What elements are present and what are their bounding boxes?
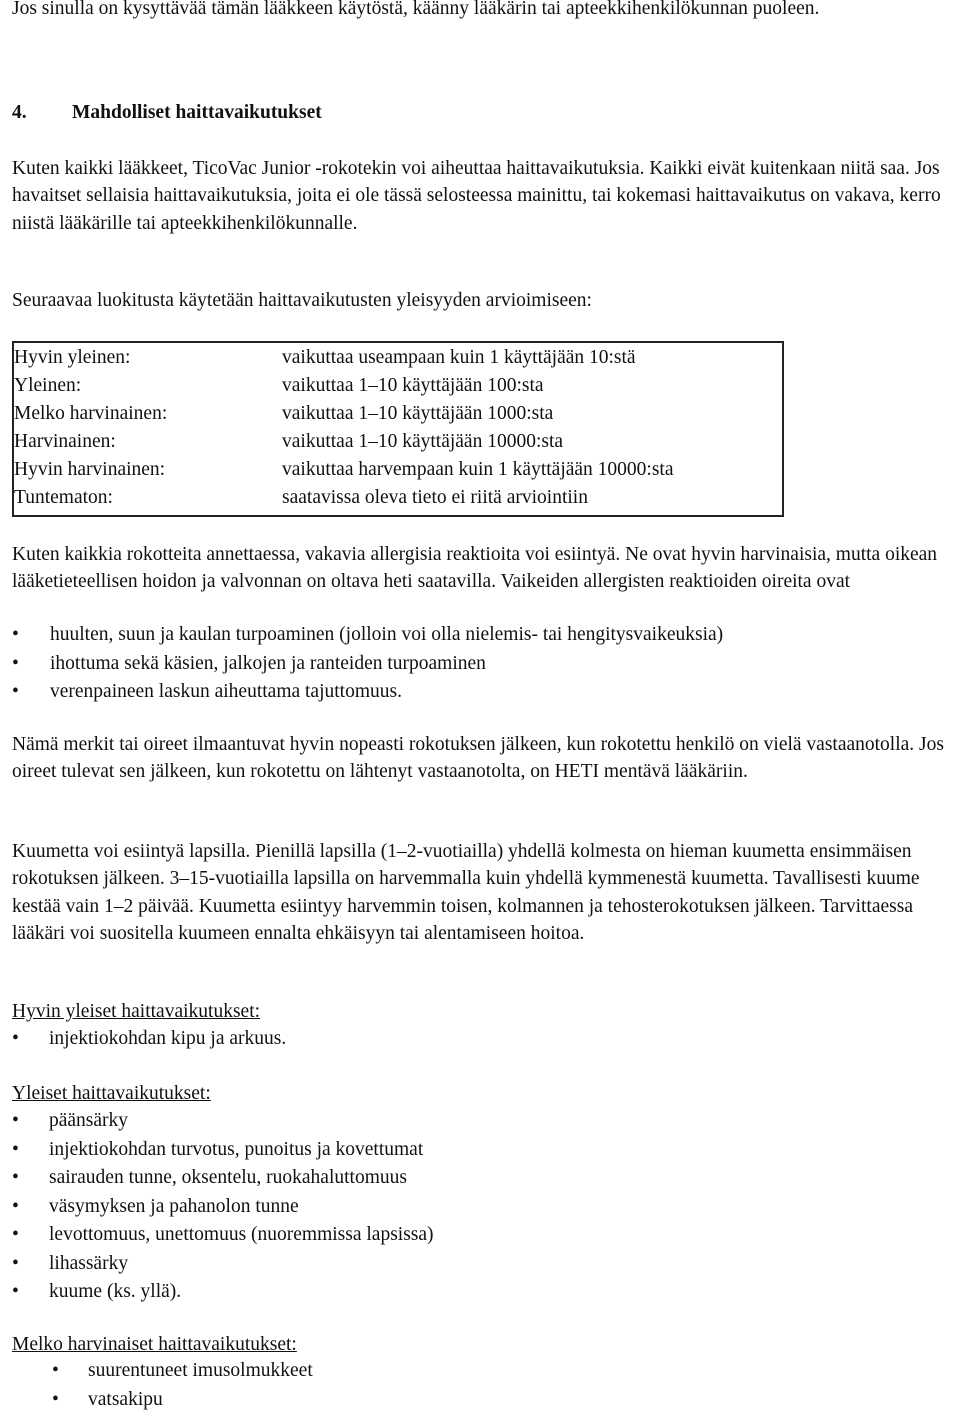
frequency-row xyxy=(13,456,783,484)
frequency-definition: vaikuttaa 1–10 käyttäjään 1000:sta xyxy=(282,403,554,424)
list-item-text: lihassärky xyxy=(49,1252,129,1274)
bullet-icon: • xyxy=(12,624,19,645)
list-item-text: verenpaineen laskun aiheuttama tajuttomuus. xyxy=(50,681,402,702)
frequency-row xyxy=(13,484,783,516)
list-item xyxy=(12,650,723,679)
frequency-table xyxy=(12,341,784,517)
bullet-icon: • xyxy=(12,1224,19,1245)
frequency-definition: vaikuttaa harvempaan kuin 1 käyttäjään 10000:sta xyxy=(282,459,674,480)
frequency-term: Tuntematon: xyxy=(14,487,113,508)
bullet-icon: • xyxy=(12,1252,19,1274)
frequency-term: Hyvin yleinen: xyxy=(14,347,131,368)
frequency-row xyxy=(13,342,783,372)
very-common-heading: Hyvin yleiset haittavaikutukset: xyxy=(12,1001,261,1022)
bullet-icon: • xyxy=(52,1388,59,1410)
allergy-symptom-list xyxy=(12,621,723,707)
frequency-row xyxy=(13,400,783,428)
frequency-term: Melko harvinainen: xyxy=(14,403,168,424)
list-item xyxy=(12,1221,434,1250)
list-item xyxy=(12,1107,434,1136)
bullet-icon: • xyxy=(12,1281,19,1302)
bullet-icon: • xyxy=(12,681,19,702)
bullet-icon: • xyxy=(12,1110,19,1131)
list-item xyxy=(12,621,723,650)
frequency-term: Yleinen: xyxy=(14,375,82,396)
classification-paragraph: Seuraavaa luokitusta käytetään haittavaikutusten yleisyyden arvioimiseen: xyxy=(12,290,592,311)
list-item-text: injektiokohdan kipu ja arkuus. xyxy=(49,1028,287,1049)
side-effects-paragraph: Kuten kaikki lääkkeet, TicoVac Junior -rokotekin voi aiheuttaa haittavaikutuksia. Kaikki eivät kuitenkaan niitä saa. Jos havaitset sellaisia haittavaikutuksia, joita ei ole tässä selosteessa mainittu, tai kokemasi haittavaikutus on vakava, kerro niistä lääkärille tai apteekkihenkilökunnalle. xyxy=(12,158,941,234)
list-item-text: ihottuma sekä käsien, jalkojen ja ranteiden turpoaminen xyxy=(50,652,486,674)
list-item-text: injektiokohdan turvotus, punoitus ja kovettumat xyxy=(49,1138,424,1160)
frequency-term: Harvinainen: xyxy=(14,431,116,452)
bullet-icon: • xyxy=(12,1028,19,1049)
list-item-text: vatsakipu xyxy=(88,1388,163,1410)
bullet-icon: • xyxy=(12,652,19,674)
list-item-text: suurentuneet imusolmukkeet xyxy=(88,1360,313,1381)
list-item-text: päänsärky xyxy=(49,1110,129,1131)
frequency-term: Hyvin harvinainen: xyxy=(14,459,166,480)
list-item-text: väsymyksen ja pahanolon tunne xyxy=(49,1195,299,1217)
list-item xyxy=(12,678,723,707)
list-item xyxy=(12,1193,434,1222)
frequency-definition: vaikuttaa 1–10 käyttäjään 10000:sta xyxy=(282,431,564,452)
list-item-text: kuume (ks. yllä). xyxy=(49,1281,182,1302)
list-item-text: levottomuus, unettomuus (nuoremmissa lapsissa) xyxy=(49,1224,434,1245)
intro-paragraph: Jos sinulla on kysyttävää tämän lääkkeen käytöstä, käänny lääkärin tai apteekkihenkilökunnan puoleen. xyxy=(12,0,820,19)
frequency-definition: vaikuttaa useampaan kuin 1 käyttäjään 10:stä xyxy=(282,347,636,368)
bullet-icon: • xyxy=(12,1138,19,1160)
bullet-icon: • xyxy=(52,1360,59,1381)
list-item xyxy=(12,1136,434,1165)
allergy-paragraph: Kuten kaikkia rokotteita annettaessa, vakavia allergisia reaktioita voi esiintyä. Ne ovat hyvin harvinaisia, mutta oikean lääketieteellisen hoidon ja valvonnan on oltava heti saatavilla. Vaikeiden allergisten reaktioiden oireita ovat xyxy=(12,544,938,593)
uncommon-heading: Melko harvinaiset haittavaikutukset: xyxy=(12,1334,297,1355)
list-item xyxy=(12,1164,434,1193)
bullet-icon: • xyxy=(12,1195,19,1217)
uncommon-list xyxy=(12,1357,313,1414)
very-common-list xyxy=(12,1025,286,1054)
bullet-icon: • xyxy=(12,1167,19,1188)
section-title: Mahdolliset haittavaikutukset xyxy=(72,102,322,123)
section-heading xyxy=(12,102,322,124)
section-number: 4. xyxy=(12,102,27,123)
common-heading: Yleiset haittavaikutukset: xyxy=(12,1083,211,1104)
list-item-text: sairauden tunne, oksentelu, ruokahaluttomuus xyxy=(49,1167,407,1188)
fever-paragraph: Kuumetta voi esiintyä lapsilla. Pienillä lapsilla (1–2-vuotiailla) yhdellä kolmesta on hieman kuumetta ensimmäisen rokotuksen jälkeen. 3–15-vuotiailla lapsilla on harvemmalla kuin yhdellä kymmenestä kuumetta. Tavallisesti kuume kestää vain 1–2 päivää. Kuumetta esiintyy harvemmin toisen, kolmannen ja tehosterokotuksen jälkeen. Tarvittaessa lääkäri voi suositella kuumeen ennalta ehkäisyyn tai alentamiseen hoitoa. xyxy=(12,841,920,944)
list-item xyxy=(12,1278,434,1307)
frequency-row xyxy=(13,372,783,400)
list-item xyxy=(12,1250,434,1279)
frequency-definition: vaikuttaa 1–10 käyttäjään 100:sta xyxy=(282,375,544,396)
list-item-text: huulten, suun ja kaulan turpoaminen (jolloin voi olla nielemis- tai hengitysvaikeuksia) xyxy=(50,624,724,645)
list-item xyxy=(12,1025,286,1054)
list-item xyxy=(12,1357,313,1386)
list-item xyxy=(12,1386,313,1414)
signs-paragraph: Nämä merkit tai oireet ilmaantuvat hyvin nopeasti rokotuksen jälkeen, kun rokotettu henkilö on vielä vastaanotolla. Jos oireet tulevat sen jälkeen, kun rokotettu on lähtenyt vastaanotolta, on HETI mentävä lääkäriin. xyxy=(12,734,944,783)
common-list xyxy=(12,1107,434,1307)
frequency-row xyxy=(13,428,783,456)
frequency-definition: saatavissa oleva tieto ei riitä arviointiin xyxy=(282,487,588,508)
